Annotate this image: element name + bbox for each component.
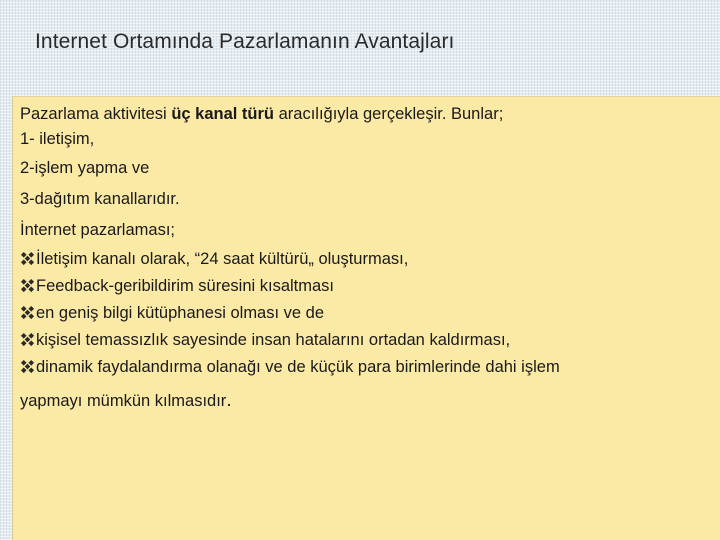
bullet-text: Feedback-geribildirim süresini kısaltması (36, 277, 335, 295)
intro-line (20, 103, 720, 125)
bullet-text: İletişim kanalı olarak, “24 saat kültürü„ oluşturması, (36, 250, 409, 268)
subheading: İnternet pazarlaması; (20, 221, 175, 239)
diamond-bullet-icon (20, 251, 35, 266)
bullet-item (20, 273, 720, 300)
content-box (12, 96, 720, 540)
bullet-text: dinamik faydalandırma olanağı ve de küçük para birimlerinde dahi işlem (36, 358, 560, 376)
list-item-3: 3-dağıtım kanallarıdır. (20, 190, 180, 208)
list-item-2: 2-işlem yapma ve (20, 159, 150, 177)
bullet-text: kişisel temassızlık sayesinde insan hatalarını ortadan kaldırması, (36, 331, 511, 349)
continuation-line (20, 381, 720, 421)
bullet-item (20, 354, 720, 381)
intro-text-end: aracılığıyla gerçekleşir. Bunlar; (274, 105, 504, 123)
diamond-bullet-icon (20, 305, 35, 320)
bullet-item (20, 327, 720, 354)
diamond-bullet-icon (20, 359, 35, 374)
diamond-bullet-icon (20, 278, 35, 293)
list-item-1: 1- iletişim, (20, 130, 95, 148)
continuation-text: yapmayı mümkün kılmasıdır (20, 392, 227, 410)
slide-title: Internet Ortamında Pazarlamanın Avantajları (35, 30, 455, 53)
bullet-item (20, 246, 720, 273)
diamond-bullet-icon (20, 332, 35, 347)
intro-bold-text: üç kanal türü (171, 105, 275, 123)
final-period: . (226, 390, 232, 411)
bullet-text: en geniş bilgi kütüphanesi olması ve de (36, 304, 325, 322)
intro-text-start: Pazarlama aktivitesi (20, 105, 172, 123)
bullet-item (20, 300, 720, 327)
